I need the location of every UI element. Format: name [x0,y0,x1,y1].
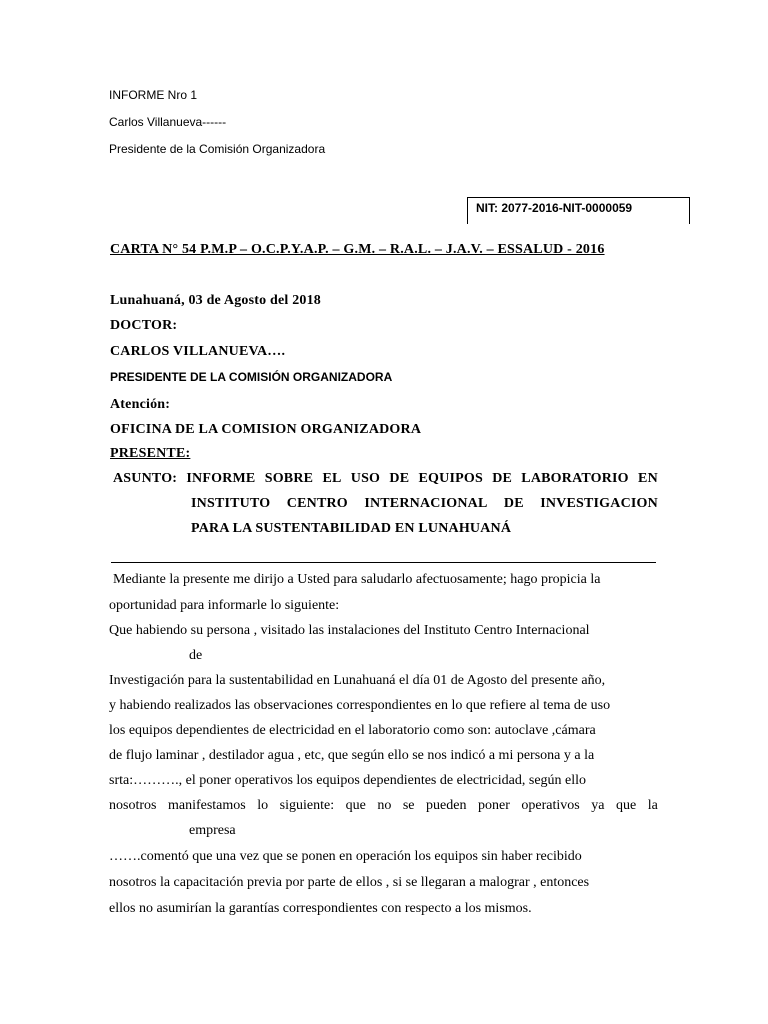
body-line: ellos no asumirían la garantías correspondientes con respecto a los mismos. [109,901,532,916]
subject-word: CENTRO [286,496,348,511]
recipient-name: CARLOS VILLANUEVA…. [110,344,286,359]
salutation: DOCTOR: [110,318,178,333]
body-word: se [402,798,415,813]
body-line: de flujo laminar , destilador agua , etc, que según ello se nos indicó a mi persona y a la [109,748,595,763]
body-word: pueden [426,798,467,813]
subject-word: INFORME [186,471,256,486]
author-role: Presidente de la Comisión Organizadora [109,142,326,156]
report-number: INFORME Nro 1 [109,88,198,102]
nit-box [467,197,690,224]
body-line: Mediante la presente me dirijo a Usted para saludarlo afectuosamente; hago propicia la [113,572,601,587]
subject-word: INTERNACIONAL [364,496,488,511]
subject-word: EN [638,471,658,486]
body-word: que [615,798,637,813]
author-name: Carlos Villanueva------ [109,115,227,129]
body-word: operativos [521,798,580,813]
recipient-role: PRESIDENTE DE LA COMISIÓN ORGANIZADORA [110,370,393,384]
body-word: nosotros [109,798,157,813]
body-line-justified [109,798,658,814]
body-line: srta:………., el poner operativos los equipos dependientes de electricidad, según ello [109,773,587,788]
subject-word: INSTITUTO [191,496,271,511]
subject-word: DE [503,496,524,511]
body-line: …….comentó que una vez que se ponen en operación los equipos sin haber recibido [109,849,582,864]
subject-word: SOBRE [264,471,314,486]
body-line: Investigación para la sustentabilidad en Lunahuaná el día 01 de Agosto del presente año, [109,673,606,688]
subject-word: ASUNTO: [113,471,178,486]
separator-line [111,562,656,563]
body-line: oportunidad para informarle lo siguiente: [109,598,340,613]
subject-word: DE [389,471,410,486]
subject-line-2 [191,496,658,512]
body-word: no [377,798,392,813]
body-line: empresa [189,823,236,838]
body-word: manifestamos [167,798,246,813]
body-word: lo [257,798,269,813]
subject-line-1 [113,471,658,487]
body-line: y habiendo realizados las observaciones correspondientes en lo que refiere al tema de uso [109,698,611,713]
subject-word: USO [350,471,381,486]
subject-word: DE [492,471,513,486]
body-word: que [345,798,366,813]
body-line: de [189,648,203,663]
body-line: Que habiendo su persona , visitado las instalaciones del Instituto Centro Internacional [109,623,590,638]
body-line: los equipos dependientes de electricidad en el laboratorio como son: autoclave ,cámara [109,723,596,738]
body-word: la [647,798,658,813]
body-word: siguiente: [279,798,335,813]
subject-line-3: PARA LA SUSTENTABILIDAD EN LUNAHUANÁ [191,521,512,536]
subject-word: INVESTIGACION [540,496,658,511]
subject-word: EL [322,471,342,486]
attention-label: Atención: [110,397,171,412]
place-date: Lunahuaná, 03 de Agosto del 2018 [110,293,322,308]
body-word: ya [591,798,605,813]
subject-word: EQUIPOS [418,471,483,486]
body-word: poner [478,798,510,813]
office-name: OFICINA DE LA COMISION ORGANIZADORA [110,422,422,437]
subject-word: LABORATORIO [521,471,629,486]
presente-label: PRESENTE: [110,446,191,461]
body-line: nosotros la capacitación previa por parte de ellos , si se llegaran a malograr , entonces [109,875,590,890]
carta-reference: CARTA N° 54 P.M.P – O.C.P.Y.A.P. – G.M. – R.A.L. – J.A.V. – ESSALUD - 2016 [110,242,605,257]
nit-number: NIT: 2077-2016-NIT-0000059 [476,201,633,215]
